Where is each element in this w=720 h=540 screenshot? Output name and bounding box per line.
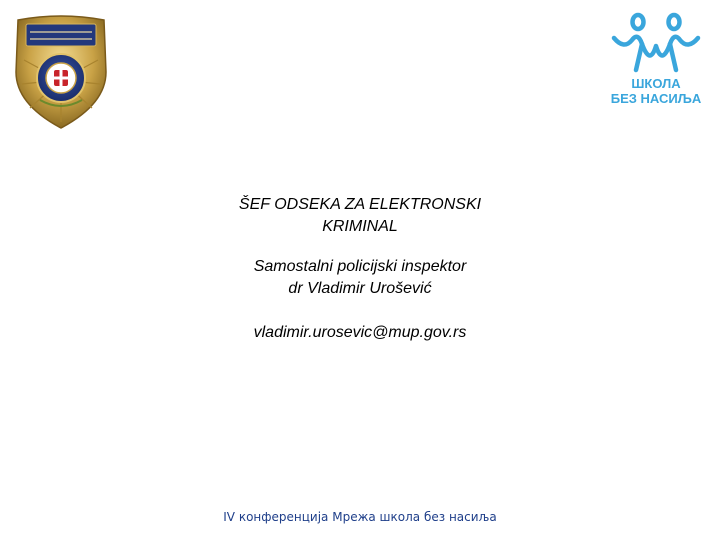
logo-text-line1: ШКОЛА [631,76,681,91]
person-title: Samostalni policijski inspektor [253,258,467,275]
school-without-violence-logo [606,10,706,110]
person-name: dr Vladimir Urošević [288,280,432,297]
police-badge-icon [10,12,112,130]
contact-email: vladimir.urosevic@mup.gov.rs [253,324,467,341]
slide-content [160,194,560,344]
children-figures-icon [606,10,706,74]
logo-text-line2: БЕЗ НАСИЉА [610,91,702,106]
heading-line1: ŠEF ODSEKA ZA ELEKTRONSKI [238,196,482,213]
footer-text: IV конференција Мрежа школа без насиља [223,510,497,524]
heading-line2: KRIMINAL [322,218,398,235]
